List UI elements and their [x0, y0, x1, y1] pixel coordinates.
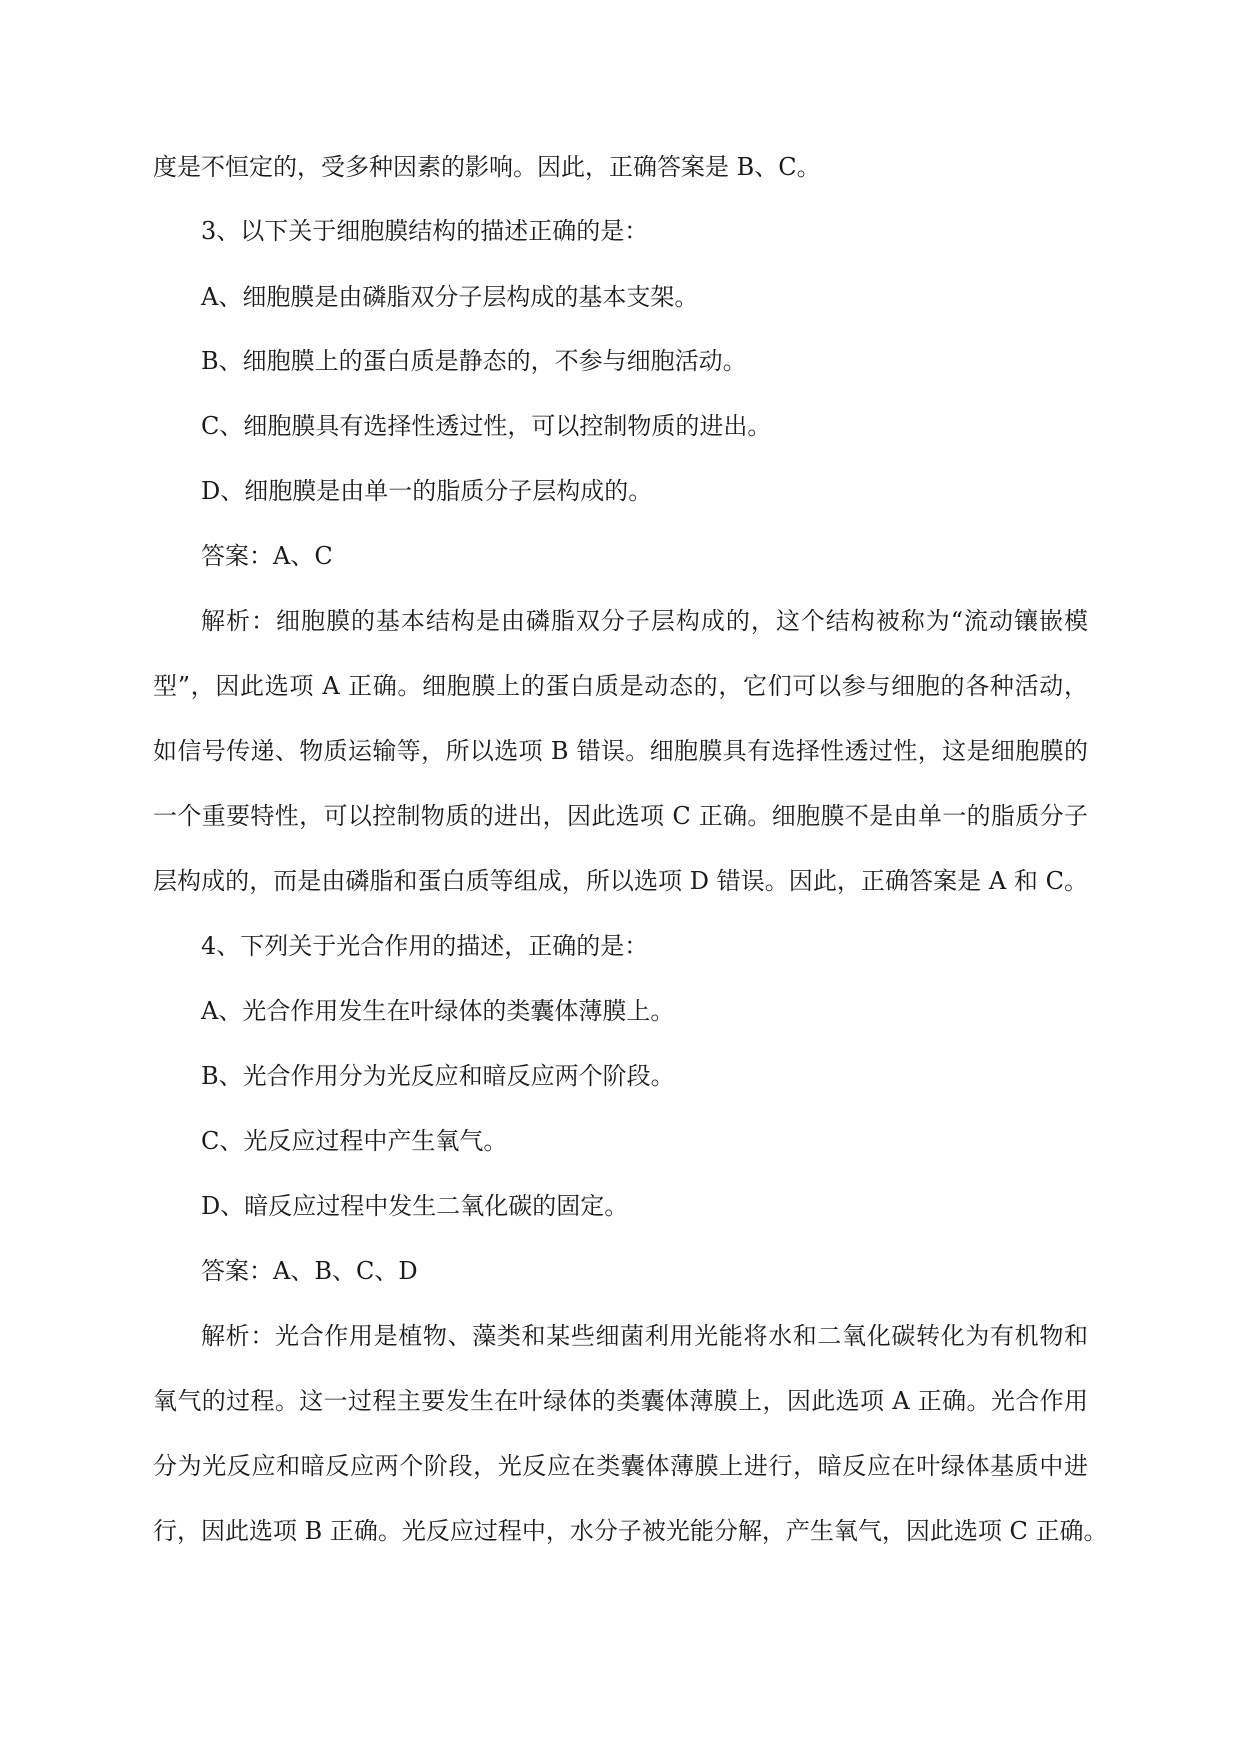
q4-option-c: C、光反应过程中产生氧气。	[201, 1127, 508, 1155]
q3-explanation-line-5: 层构成的，而是由磷脂和蛋白质等组成，所以选项 D 错误。因此，正确答案是 A 和 C。	[153, 867, 1088, 895]
q4-explanation-line-3: 分为光反应和暗反应两个阶段，光反应在类囊体薄膜上进行，暗反应在叶绿体基质中进	[153, 1452, 1088, 1480]
q3-answer: 答案：A、C	[201, 542, 333, 570]
q3-option-c: C、细胞膜具有选择性透过性，可以控制物质的进出。	[201, 412, 772, 440]
q2-explanation-end: 度是不恒定的，受多种因素的影响。因此，正确答案是 B、C。	[153, 153, 821, 181]
q4-option-a: A、光合作用发生在叶绿体的类囊体薄膜上。	[201, 997, 675, 1025]
q3-explanation-line-3: 如信号传递、物质运输等，所以选项 B 错误。细胞膜具有选择性透过性，这是细胞膜的	[153, 737, 1088, 765]
q3-option-b: B、细胞膜上的蛋白质是静态的，不参与细胞活动。	[201, 347, 747, 375]
q4-question: 4、下列关于光合作用的描述，正确的是：	[201, 932, 649, 960]
q3-explanation-line-1: 解析：细胞膜的基本结构是由磷脂双分子层构成的，这个结构被称为“流动镶嵌模	[201, 607, 1088, 635]
q4-answer: 答案：A、B、C、D	[201, 1257, 418, 1285]
q4-explanation-line-2: 氧气的过程。这一过程主要发生在叶绿体的类囊体薄膜上，因此选项 A 正确。光合作用	[153, 1387, 1088, 1415]
q3-question: 3、以下关于细胞膜结构的描述正确的是：	[201, 217, 649, 245]
q3-option-a: A、细胞膜是由磷脂双分子层构成的基本支架。	[201, 283, 699, 311]
q4-explanation-line-4: 行，因此选项 B 正确。光反应过程中，水分子被光能分解，产生氧气，因此选项 C 正确。	[153, 1517, 1108, 1545]
q3-explanation-line-4: 一个重要特性，可以控制物质的进出，因此选项 C 正确。细胞膜不是由单一的脂质分子	[153, 802, 1088, 830]
q4-option-d: D、暗反应过程中发生二氧化碳的固定。	[201, 1192, 629, 1220]
q4-option-b: B、光合作用分为光反应和暗反应两个阶段。	[201, 1062, 675, 1090]
q4-explanation-line-1: 解析：光合作用是植物、藻类和某些细菌利用光能将水和二氧化碳转化为有机物和	[201, 1322, 1088, 1350]
q3-option-d: D、细胞膜是由单一的脂质分子层构成的。	[201, 477, 653, 505]
q3-explanation-line-2: 型”，因此选项 A 正确。细胞膜上的蛋白质是动态的，它们可以参与细胞的各种活动，	[153, 672, 1088, 700]
